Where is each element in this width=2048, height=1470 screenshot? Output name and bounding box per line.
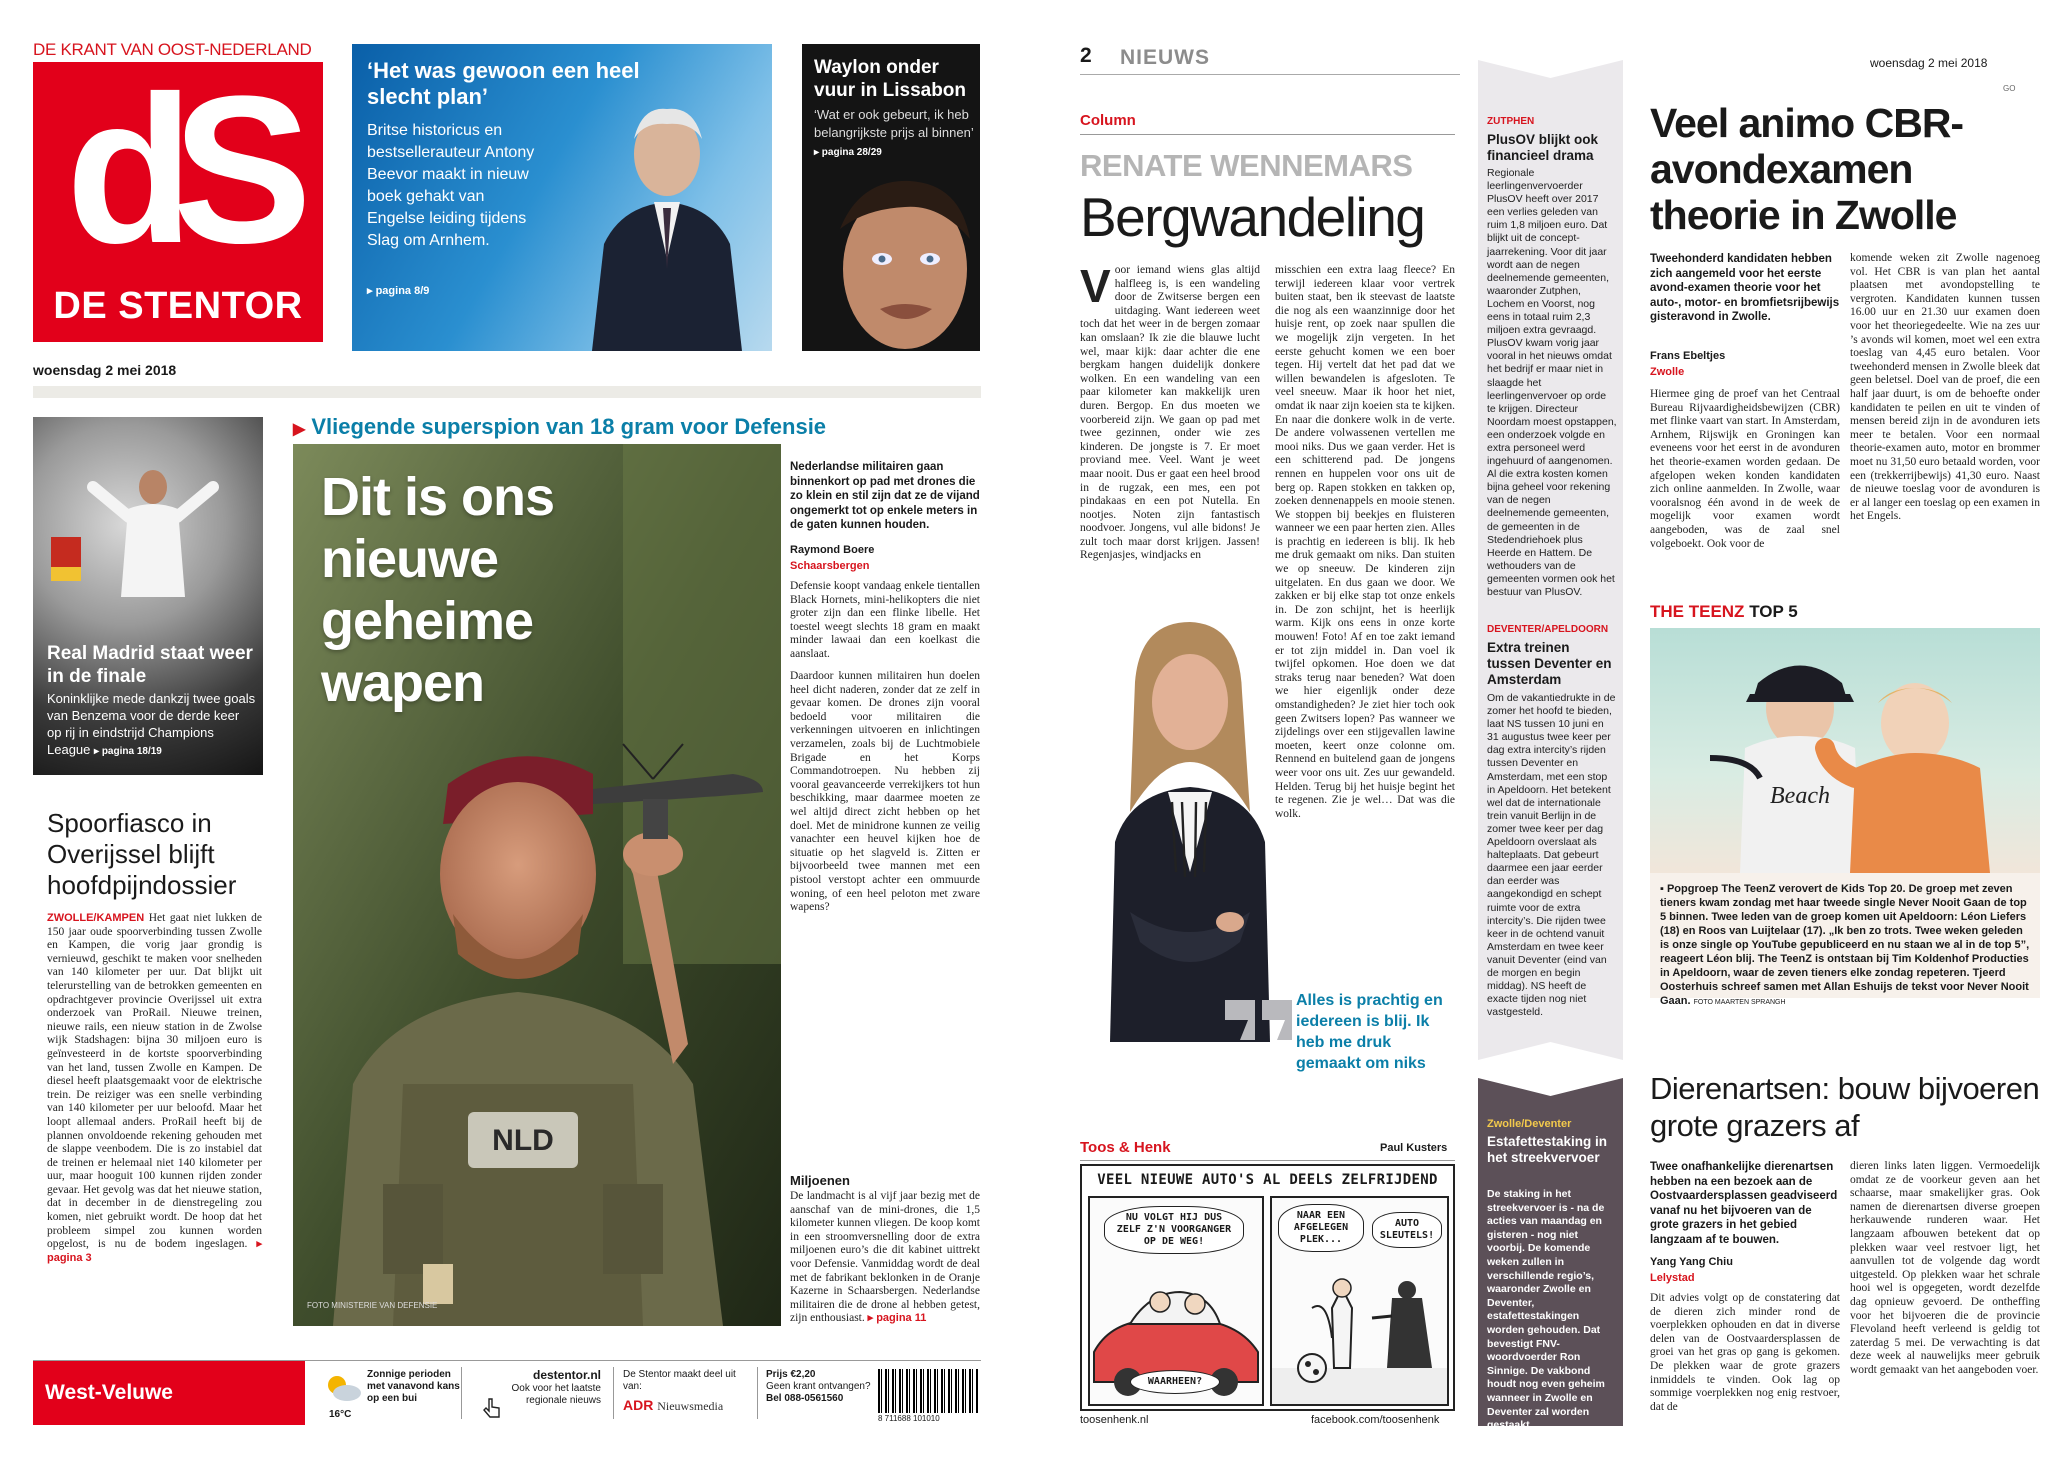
header-divider: [33, 386, 981, 398]
uniform-badge: NLD: [492, 1124, 554, 1157]
spoor-place: ZWOLLE/KAMPEN: [47, 912, 145, 924]
column-body-2: misschien een extra laag fleece? En terwijl iedereen klaar voor vertrek buiten staat, ben ik steevast de laatste die nog als een waanzinnige door het huisje rent, op zoek naar spullen die we mogelijk zijn vergeten. In het eerste gehucht komen we een boer tegen. Hij vertelt dat het pad dat we willen bewandelen is afgesloten. Te veel sneeuw. Maar ik hoor het niet, omdat ik naar zijn koeien sta te kijken. En naar die donkere wolk in de verte. De andere volwassenen vertellen me mooi niks. Dus we gaan verder. Het is een schitterend pad. De jongens rennen en huppelen voor ons uit de berg op. Rapen stokken en takken op, zoeken dennenappels en mooie stenen. We stoppen bij beekjes en fluisteren wanneer we een paar herten zien. Alles is prachtig en iedereen is blij. Ik heb me druk gemaakt om niks. Dan stuiten we op sneeuw. De kinderen zijn uitgelaten. En dus gaan we door. We zakken er bij elke stap tot onze enkels in. De zon schijnt, het is heerlijk warm. Kijk ons eens in onze korte mouwen! Foto! Af en toe zakt iemand er tot zijn middel in. Dan voel ik twijfel opkomen. Hoe doen we dat straks terug naar beneden? Wat doen we hier eigenlijk onder deze omstandigheden? Je ziet hier toch ook geen Zwitsers lopen? Pas wanneer we zijdelings over een stijgevallen lawine moeten, keert onze colonne om. Rennend en buitelend gaan de jongens weer voor ons uit. Zes uur gewandeld. Helden. Terug bij het huisje begint het te regenen. Zie je wel… Dat was die wolk.: [1275, 264, 1455, 820]
cartoon-bubble-2: WAARHEEN?: [1130, 1370, 1220, 1394]
main-story-body-3: [790, 1190, 980, 1326]
website-promo[interactable]: [471, 1369, 601, 1407]
dier-intro: Twee onafhankelijke dierenartsen hebben na een bezoek aan de Oostvaardersplassen geadviseerd vanaf nu het bijvoeren van de grote grazers in het gebied langzaam af te bouwen.: [1650, 1161, 1838, 1246]
promo-madrid-headline: Real Madrid staat weer in de finale: [47, 643, 253, 687]
cartoon-website[interactable]: toosenhenk.nl: [1080, 1414, 1149, 1426]
beevor-portrait-image: [562, 94, 772, 351]
cbr-body-1: Hiermee ging de proef van het Centraal Bureau Rijvaardigheidsbewijzen (CBR) met flinke vaart van start. In Amsterdam, Arnhem, Rijswijk en Groningen kan eveneens voor het eerst in de avonduren het theorie-examen worden gedaan. De afgelopen weken konden kandidaten zich online aanmelden. In Zwolle, waar vooralsnog één avond in de week de mogelijk voor examen wordt aangeboden, was de zaal snel volgeboekt. Ook voor de: [1650, 388, 1840, 550]
estafette-headline[interactable]: Estafettestaking in het streekvervoer: [1487, 1134, 1608, 1165]
main-story-intro: Nederlandse militairen gaan binnenkort op pad met drones die zo klein en stil zijn dat ze de vijand ongemerkt tot op enkele meters in de gaten kunnen houden.: [790, 461, 980, 531]
columnist-portrait-image: [1090, 612, 1280, 1042]
cartoon-facebook[interactable]: facebook.com/toosenhenk: [1311, 1414, 1440, 1426]
spoor-article-body: [47, 912, 262, 1265]
teenz-label-name: THE TEENZ: [1650, 602, 1745, 621]
cartoon-divider: [1080, 1160, 1455, 1161]
weather-temperature: 16°C: [329, 1409, 352, 1420]
barcode: [878, 1369, 978, 1413]
cartoon-author: Paul Kusters: [1380, 1142, 1448, 1154]
teenz-photo[interactable]: [1650, 628, 2040, 873]
front-page-footer: [33, 1360, 981, 1424]
cartoon-bubble-4: AUTO SLEUTELS!: [1372, 1212, 1442, 1248]
footer-divider: [461, 1367, 462, 1419]
column-author: RENATE WENNEMARS: [1080, 148, 1413, 183]
promo-madrid-body: Koninklijke mede dankzij twee goals van Benzema voor de derde keer op rij in eindstrijd Champions League: [47, 691, 256, 757]
cbr-intro: Tweehonderd kandidaten hebben zich aangemeld voor het eerste avond-examen theorie voor het auto-, motor- en bromfietsrijbewijs gisteravond in Zwolle.: [1650, 253, 1840, 323]
column-title[interactable]: Bergwandeling: [1080, 186, 1425, 248]
promo-waylon-headline: Waylon onder vuur in Lissabon: [814, 57, 967, 101]
treinen-place: DEVENTER/APELDOORN: [1487, 624, 1609, 635]
teenz-photo-credit: FOTO MAARTEN SPRANGH: [1693, 999, 1786, 1006]
column-dropcap: V: [1080, 260, 1111, 312]
dier-headline[interactable]: Dierenartsen: bouw bijvoeren grote grazers af: [1650, 1071, 2040, 1143]
plusov-body: Regionale leerlingenvervoerder PlusOV heeft over 2017 een verlies geleden van ruim 1,8 miljoen euro. Dat blijkt uit de concept-jaarrekening. Voor dit jaar wordt aan de negen deelnemende gemeenten, waaronder Zutphen, Lochem en Voorst, nog eens in totaal ruim 2,3 miljoen extra gevraagd. PlusOV kwam vorig jaar vooral in het nieuws omdat het bedrijf er maar niet in slaagde het leerlingenvervoer op orde te krijgen. Directeur Noordam moest opstappen, een onderzoek volgde en extra personeel werd ingehuurd of aangenomen. Al die extra kosten komen bijna geheel voor rekening van de negen deelnemende gemeenten, de gemeenten in de Stedendriehoek plus Heerde en Hattem. De wethouders van de gemeenten vormen ook het bestuur van PlusOV.: [1487, 167, 1617, 598]
section-name: NIEUWS: [1120, 46, 1210, 69]
newspaper-logo[interactable]: [33, 52, 323, 342]
cbr-author: Frans Ebeltjes: [1650, 350, 1726, 362]
promo-beevor[interactable]: [352, 44, 772, 351]
page-date: woensdag 2 mei 2018: [1870, 56, 1988, 70]
cartoon-panel-1: [1088, 1196, 1264, 1406]
column-body-1: [1080, 260, 1260, 563]
main-story-author: Raymond Boere: [790, 544, 875, 556]
weather-forecast: Zonnige perioden met vanavond kans op een bui: [367, 1369, 460, 1404]
quote-mark-icon: [1220, 980, 1300, 1060]
cartoon-bubble-3: NAAR EEN AFGELEGEN PLEK...: [1278, 1204, 1364, 1252]
column-pull-quote: Alles is prachtig en iedereen is blij. Ik heb me druk gemaakt om niks: [1296, 992, 1443, 1072]
promo-beevor-page-ref[interactable]: ▸ pagina 8/9: [367, 285, 430, 297]
kicker-triangle-icon: ▶: [293, 421, 306, 438]
adr-text: De Stentor maakt deel uit van:: [623, 1369, 736, 1392]
teenz-shirt-print: Beach: [1770, 783, 1830, 809]
football-player-image: [33, 417, 263, 637]
dier-place: Lelystad: [1650, 1272, 1695, 1284]
delivery-question: Geen krant ontvangen?: [766, 1381, 871, 1392]
header-divider: [1080, 74, 1460, 75]
toos-henk-cartoon[interactable]: [1080, 1164, 1455, 1411]
cartoon-label: Toos & Henk: [1080, 1139, 1171, 1156]
adr-notice: [623, 1369, 753, 1412]
region-label: West-Veluwe: [33, 1361, 305, 1425]
estafette-body: De staking in het streekvervoer is - na de acties van maandag en gisteren - nog niet voorbij. De komende weken zullen in verschillende regio’s, waaronder Zwolle en Deventer, estafettestakingen worden gehouden. Dat bevestigt FNV-woordvoerder Ron Sinnige. De vakbond houdt nog even geheim wanneer in Zwolle en Deventer zal worden gestaakt.: [1487, 1188, 1605, 1432]
main-photo-credit: FOTO MINISTERIE VAN DEFENSIE: [307, 1301, 438, 1310]
teenz-label: [1650, 602, 1798, 622]
promo-waylon-text: [814, 106, 974, 162]
promo-waylon-page-ref[interactable]: ▸ pagina 28/29: [814, 147, 882, 158]
footer-divider: [613, 1367, 614, 1419]
page-number: 2: [1080, 44, 1092, 67]
main-story-body-1: Defensie koopt vandaag enkele tientallen Black Hornets, mini-helikopters die niet groter zijn dan een flinke libelle. Het toestel weegt slechts 18 gram en maakt minder lawaai dan een koelkast die aanslaat.: [790, 580, 980, 660]
adr-logo: [623, 1399, 753, 1412]
spoor-page-ref[interactable]: ▸ pagina 3: [47, 1238, 262, 1264]
promo-waylon-quote: ‘Wat er ook gebeurt, ik heb belangrijkste prijs al binnen’: [814, 107, 974, 140]
cartoon-panel-2: [1270, 1196, 1449, 1406]
edition-code: GO: [2003, 84, 2016, 93]
teenz-caption: [1660, 882, 2032, 1010]
dier-body-1: Dit advies volgt op de constatering dat de dieren zich minder rond de voerplekken ophouden en dat in diverse delen van de Oostvaardersplassen de groei van het gras op gang is gekomen. De plekken waar de grote grazers inmiddels te vinden. Ook lag op sommige voerplekken nog enig restvoer, dat de: [1650, 1292, 1840, 1413]
main-story-page-ref[interactable]: ▸ pagina 11: [867, 1312, 927, 1325]
teenz-label-suffix: TOP 5: [1749, 602, 1798, 621]
main-story-body-2: Daardoor kunnen militairen hun doelen heel dicht naderen, zonder dat ze zelf in gevaar komen. De drones zijn vooral bedoeld voor militairen die verkenningen uitvoeren en inlichtingen verzamelen, zoals bij de Luchtmobiele Brigade en het Korps Commandotroepen. Nu hebben zij vooral geavanceerde verrekijkers tot hun beschikking, maar daarmee moeten ze wel altijd direct zicht hebben op het doel. Met de minidrone kunnen ze veilig vanachter een heuvel kijken hoe de situatie op het slagveld is. Zitten er bijvoorbeeld twee mannen met een pistool verstopt achter een ommuurde woning, of een heel peloton met zware wapens?: [790, 670, 980, 914]
dier-author: Yang Yang Chiu: [1650, 1256, 1733, 1268]
main-story-subhead: Miljoenen: [790, 1173, 850, 1188]
promo-madrid-text: [47, 690, 257, 760]
column-label: Column: [1080, 112, 1136, 129]
cbr-place: Zwolle: [1650, 366, 1685, 378]
plusov-headline[interactable]: PlusOV blijkt ook financieel drama: [1487, 132, 1599, 163]
logo-name: DE STENTOR: [53, 285, 303, 327]
treinen-headline[interactable]: Extra treinen tussen Deventer en Amsterdam: [1487, 640, 1612, 687]
main-story-headline: Dit is ons nieuwe geheime wapen: [321, 467, 555, 713]
promo-madrid-page-ref[interactable]: ▸ pagina 18/19: [94, 746, 162, 757]
promo-beevor-text: Britse historicus en bestsellerauteur Antony Beevor maakt in nieuw boek gehakt van Engelse leiding tijdens Slag om Arnhem.: [367, 122, 535, 249]
cartoon-robbery-drawing: [1272, 1268, 1447, 1404]
newspaper-tagline: DE KRANT VAN OOST-NEDERLAND: [33, 40, 312, 59]
dier-body-2: dieren links laten liggen. Vermoedelijk omdat ze de voorkeur geven aan het schaarse, maar smakelijker gras. Ook namen de dierenartsen diverse groepen herkauwende runderen waar. Het langzaam afbouwen betekent dat op plekken waar veel restvoer ligt, het aanvullen tot de volgende dag wordt uitgesteld. Op plekken waar het schrale hooi wel is opgegeten, wordt dezelfde dag opnieuw gevoerd. De ontheffing voor het bijvoeren die de provincie Flevoland heeft verleend is geldig tot zaterdag 5 mei. De verwachting is dat deze week al nauwelijks meer gebruik wordt gemaakt van het aangeboden voer.: [1850, 1160, 2040, 1376]
footer-divider: [757, 1367, 758, 1419]
logo-letters: dS: [65, 52, 291, 287]
main-story-body-3-text: De landmacht is al vijf jaar bezig met de aanschaf van de mini-drones, die 1,5 kilometer kunnen vliegen. De koop komt in een stroomversnelling door de extra miljoenen euro’s die dit kabinet uittrekt voor Defensie. Vanmiddag wordt de deal met de fabrikant beklonken in de Oranje Kazerne in Schaarsbergen. Nederlandse militairen die de drone al hebben getest, zijn enthousiast.: [790, 1190, 980, 1325]
promo-beevor-headline: ‘Het was gewoon een heel slecht plan’: [367, 58, 640, 109]
teenz-caption-text: ▪ Popgroep The TeenZ verovert de Kids Top 20. De groep met zeven tieners kwam zondag met haar tweede single Never Nooit Gaan de top 5 binnen. Twee leden van de groep komen uit Apeldoorn: Léon Liefers (18) en Roos van Luijtelaar (17). „Ik ben zo trots. Twee weken geleden is onze single op YouTube gepubliceerd en nu staan we al in de top 5”, reageert Léon blij. The TeenZ is ontstaan bij Tim Koldenhof Producties in Apeldoorn, waar de zeven tieners elke zondag repeteren. Tjeerd Oosterhuis schreef samen met Allan Eshuijs de tekst voor Never Nooit Gaan.: [1660, 883, 2030, 1007]
cartoon-title: VEEL NIEUWE AUTO'S AL DEELS ZELFRIJDEND: [1097, 1172, 1438, 1188]
cartoon-bubble-1: NU VOLGT HIJ DUS ZELF Z'N VOORGANGER OP DE WEG!: [1104, 1206, 1244, 1254]
spoor-body-text: Het gaat niet lukken de 150 jaar oude spoorverbinding tussen Zwolle en Kampen, die vorig jaar grondig is vernieuwd, geschikt te maken voor snelheden van 140 kilometer per uur. Dat blijkt uit telerurstelling van de betrokken gemeenten en opdrachtgever provincie Overijssel uit extra onderzoek van ProRail. Nieuwe treinen, nieuwe rails, een nieuw station in de Zwolse wijk Stadshagen: bijna 30 miljoen euro is geïnvesteerd in de kortste spoorverbinding van het land, tussen Zwolle en Kampen. De diesel heeft plaatsgemaakt voor de elektrische trein. De reiziger was een snelle verbinding van 140 kilometer per uur beloofd. Maar het loopt allemaal anders. ProRail heeft bij de plannen onvoldoende rekening gehouden met de slappe veenbodem. Die is zo instabiel dat de treinen er helemaal niet 140 kilometer per uur, maar hooguit 100 kunnen rijden zonder gevaar. Het gevolg was dat het nieuwe station, dat in december in de dienstregeling zou komen, niet gebruikt wordt. De hoop dat het probleem simpel zou kunnen worden opgelost, is nu de bodem ingeslagen.: [47, 912, 263, 1251]
plusov-place: ZUTPHEN: [1487, 116, 1535, 127]
edition-date: woensdag 2 mei 2018: [33, 362, 177, 378]
main-story-place: Schaarsbergen: [790, 560, 870, 572]
barcode-number: 8 711688 101010: [878, 1414, 940, 1423]
price-label: Prijs €2,20: [766, 1369, 816, 1380]
column-body-1-text: oor iemand wiens glas altijd halfleeg is, is een wandeling door de Zwitserse bergen een uitdaging. Want iedereen weet toch dat het weer in de bergen zomaar kan omslaan? Ik zie die blauwe lucht wel, maar kijk: daar achter die ene bergkam hangen duidelijk donkere wolken. En een wandeling van een paar kilometer kan makkelijk uren duren. Bergop. En dus moeten we voorbereid zijn. We gaan op pad met twee gezinnen, onder wie zes kinderen. De jongste is 7. Er moet proviand mee. Veel. Want je weet maar nooit. Dus er gaat een heel brood in de rugzak, een mes, een pot pindakaas en een pot Nutella. En nootjes. Noten zijn fantastisch noodvoer. Jongens, vul alle bidons! Je zult toch maar dorst krijgen. Jassen! Regenjasjes, windjacks en: [1080, 264, 1260, 562]
spoor-headline[interactable]: Spoorfiasco in Overijssel blijft hoofdpijndossier: [47, 808, 237, 900]
main-story-kicker[interactable]: [293, 414, 826, 440]
website-url[interactable]: destentor.nl: [532, 1368, 601, 1382]
adr-logo-suffix: Nieuwsmedia: [657, 1399, 724, 1413]
delivery-phone[interactable]: Bel 088-0561560: [766, 1393, 844, 1404]
main-story-photo[interactable]: [293, 444, 781, 1326]
waylon-portrait-image: [820, 159, 980, 351]
column-divider: [1080, 134, 1455, 135]
estafette-place: Zwolle/Deventer: [1487, 1118, 1572, 1130]
teenz-members-image: [1650, 628, 2040, 873]
cbr-body-2: komende weken zit Zwolle nagenoeg vol. Het CBR is van plan het aantal plaatsen met avondopstelling te vergroten. Kandidaten kunnen tussen 16.00 uur en 21.30 uur examen doen voor het theoriegedeelte. Wie na zes uur ’s avonds wil komen, moet wel een extra toeslag van 4,45 euro betalen. Voor tweehonderd mensen in Zwolle bleek dat geen beletsel. Doel van de proef, die een half jaar duurt, is om de behoefte onder kandidaten te peilen en uit te vinden of mensen bereid zijn in de avonduren iets meer te betalen. Voor een normaal theorie-examen auto, motor en brommer moet nu 31,50 euro betaald worden, voor een (trekkerrijbewijs) 41,30 euro. Naast de nieuwe toeslag voor de avonduren is er al langer een toeslag op een examen in het Engels.: [1850, 252, 2040, 523]
main-story-kicker-text: Vliegende superspion van 18 gram voor Defensie: [311, 414, 827, 439]
website-text: Ook voor het laatste regionale nieuws: [511, 1383, 601, 1406]
treinen-body: Om de vakantiedrukte in de zomer het hoofd te bieden, laat NS tussen 10 juni en 31 augustus twee keer per dag extra intercity’s rijden tussen Deventer en Amsterdam, met een stop in Apeldoorn. Het betekent wel dat de internationale trein vanuit Berlijn in de zomer twee keer per dag Apeldoorn overslaat als halteplaats. Dat gebeurt daarmee een jaar eerder dan eerder was aangekondigd en schept ruimte voor de extra intercity’s. Die rijden twee keer in de ochtend vanuit Amsterdam en twee keer vanuit Deventer (eind van de morgen en begin middag). NS heeft de exacte tijden nog niet vastgesteld.: [1487, 692, 1616, 1019]
promo-waylon[interactable]: [802, 44, 980, 351]
cbr-headline[interactable]: Veel animo CBR-avondexamen theorie in Zwolle: [1650, 100, 1964, 238]
promo-real-madrid[interactable]: [33, 417, 263, 775]
adr-logo-mark: ADR: [623, 1397, 654, 1413]
